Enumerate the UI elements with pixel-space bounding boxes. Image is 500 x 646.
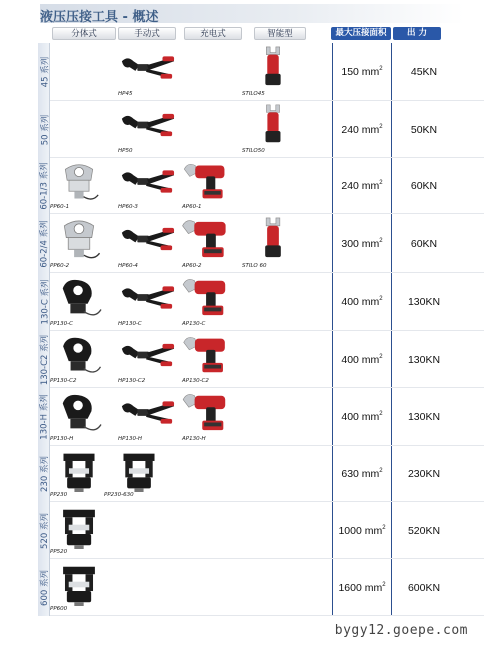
- tool-model-caption: HP60-3: [118, 204, 138, 210]
- series-row: [38, 331, 484, 388]
- max-area-value: 630 $mm^2$: [341, 468, 383, 480]
- tool-image-split: [52, 506, 106, 549]
- area-unit-exponent: 2: [382, 524, 386, 531]
- output-cell: [396, 214, 452, 273]
- tool-model-caption: HP45: [118, 91, 133, 97]
- tool-image-manual: [118, 392, 176, 436]
- series-label: [38, 158, 50, 214]
- tool-image-battery: [180, 390, 236, 434]
- column-header-split: 分体式: [52, 27, 116, 40]
- max-area-cell: [332, 43, 392, 101]
- max-area-value: 400 $mm^2$: [341, 296, 383, 308]
- max-area-value: 1000 $mm^2$: [338, 524, 386, 537]
- tool-model-caption: AP130-C2: [182, 378, 209, 384]
- max-area-value: 300 $mm^2$: [341, 237, 383, 250]
- tool-model-caption: HP60-4: [118, 263, 138, 269]
- output-cell: [396, 559, 452, 616]
- output-force-value: 60KN: [410, 180, 438, 192]
- tool-model-caption: PP130-H: [50, 436, 74, 442]
- series-name: 520 系列: [40, 512, 50, 549]
- output-force-value: 230KN: [407, 468, 441, 480]
- tool-image-split2: [112, 450, 166, 492]
- max-area-value: 1600 $mm^2$: [338, 581, 386, 594]
- tool-model-caption: PP230: [50, 492, 68, 498]
- watermark: bygy12.goepe.com: [334, 623, 468, 638]
- series-name: 50 系列: [40, 114, 50, 145]
- output-force-value: 130KN: [407, 296, 441, 308]
- output-cell: [396, 446, 452, 502]
- series-row: [38, 388, 484, 446]
- series-row: [38, 446, 484, 502]
- tool-model-caption: STILO 60: [242, 263, 267, 269]
- tool-model-caption: AP60-1: [182, 204, 202, 210]
- tool-image-split: [52, 162, 106, 204]
- series-name: 60-2/4 系列: [40, 219, 51, 268]
- series-row: [38, 559, 484, 616]
- output-force-value: 130KN: [407, 353, 441, 366]
- tool-model-caption: PP600: [50, 606, 68, 612]
- column-header-max-area: 最大压接面积: [331, 27, 391, 40]
- tool-model-caption: STILO50: [242, 148, 265, 154]
- series-name: 600 系列: [40, 569, 50, 606]
- output-force-value: 50KN: [410, 123, 438, 136]
- series-row: [38, 502, 484, 559]
- series-label: [38, 273, 50, 331]
- tool-model-caption: PP60-2: [50, 263, 70, 269]
- series-label: [38, 331, 50, 388]
- max-area-value: 400 $mm^2$: [341, 353, 383, 366]
- row-divider: [50, 615, 484, 616]
- tool-model-caption: PP230-630: [104, 492, 134, 498]
- series-label: [38, 502, 50, 559]
- series-name: 130-C2 系列: [40, 334, 50, 385]
- max-area-value: 240 $mm^2$: [341, 123, 383, 136]
- tool-image-manual: [118, 105, 176, 148]
- area-unit-exponent: 2: [379, 180, 383, 186]
- max-area-value: 240 $mm^2$: [341, 180, 383, 192]
- tool-image-split: [52, 563, 106, 606]
- tool-model-caption: AP130-C: [182, 321, 206, 327]
- output-cell: [396, 101, 452, 158]
- tool-image-manual: [118, 162, 176, 204]
- tool-image-split: [52, 450, 106, 492]
- tool-image-manual: [118, 218, 176, 263]
- tool-image-split: [52, 392, 106, 436]
- series-label: [38, 388, 50, 446]
- column-header-smart: 智能型: [254, 27, 306, 40]
- area-unit-exponent: 2: [379, 123, 383, 130]
- tool-image-manual: [118, 277, 176, 321]
- output-cell: [396, 158, 452, 214]
- max-area-cell: [332, 388, 392, 446]
- area-unit-exponent: 2: [382, 581, 386, 588]
- max-area-cell: [332, 158, 392, 214]
- tool-image-manual: [118, 47, 176, 91]
- max-area-cell: [332, 101, 392, 158]
- tool-model-caption: PP520: [50, 549, 68, 555]
- tool-image-battery: [180, 275, 236, 319]
- max-area-cell: [332, 559, 392, 616]
- series-label: [38, 214, 50, 273]
- output-force-value: 130KN: [407, 411, 441, 423]
- output-cell: [396, 331, 452, 388]
- series-name: 130-C 系列: [40, 279, 50, 325]
- max-area-cell: [332, 446, 392, 502]
- tool-model-caption: PP60-1: [50, 204, 70, 210]
- area-unit-exponent: 2: [379, 353, 383, 360]
- tool-image-split: [52, 218, 106, 263]
- series-row: [38, 158, 484, 214]
- column-header-manual: 手动式: [118, 27, 176, 40]
- series-row: [38, 43, 484, 101]
- series-label: [38, 101, 50, 158]
- series-row: [38, 214, 484, 273]
- max-area-value: 150 $mm^2$: [341, 66, 383, 78]
- area-unit-exponent: 2: [379, 66, 383, 72]
- max-area-cell: [332, 273, 392, 331]
- area-unit-exponent: 2: [379, 468, 383, 474]
- tool-image-split: [52, 335, 106, 378]
- tool-model-caption: AP60-2: [182, 263, 202, 269]
- area-unit-exponent: 2: [379, 411, 383, 417]
- max-area-cell: [332, 331, 392, 388]
- area-unit-exponent: 2: [379, 296, 383, 302]
- output-cell: [396, 388, 452, 446]
- max-area-value: 400 $mm^2$: [341, 411, 383, 423]
- output-cell: [396, 43, 452, 101]
- series-row: [38, 101, 484, 158]
- tool-model-caption: HP130-C: [118, 321, 142, 327]
- output-force-value: 60KN: [410, 237, 438, 250]
- max-area-cell: [332, 502, 392, 559]
- series-name: 60-1/3 系列: [40, 162, 51, 210]
- series-row: [38, 273, 484, 331]
- tool-image-split: [52, 277, 106, 321]
- output-cell: [396, 502, 452, 559]
- tool-image-smart: [258, 216, 288, 261]
- tool-model-caption: HP130-C2: [118, 378, 146, 384]
- output-force-value: 600KN: [407, 581, 441, 594]
- tool-image-smart: [258, 103, 288, 146]
- series-name: 130-H 系列: [40, 394, 51, 440]
- tool-model-caption: STILO45: [242, 91, 265, 97]
- tool-image-manual: [118, 335, 176, 378]
- tool-model-caption: HP50: [118, 148, 133, 154]
- tool-model-caption: PP130-C: [50, 321, 73, 327]
- series-label: [38, 43, 50, 101]
- output-force-value: 45KN: [410, 66, 438, 78]
- tool-image-smart: [258, 45, 288, 89]
- page-title: 液压压接工具 - 概述: [40, 10, 159, 25]
- column-header-output: 出 力: [393, 27, 441, 40]
- tool-model-caption: HP130-H: [118, 436, 143, 442]
- tool-model-caption: PP130-C2: [50, 378, 77, 384]
- series-label: [38, 446, 50, 502]
- output-force-value: 520KN: [407, 524, 441, 537]
- tool-image-battery: [180, 160, 236, 202]
- tool-image-battery: [180, 216, 236, 261]
- area-unit-exponent: 2: [379, 237, 383, 244]
- series-label: [38, 559, 50, 616]
- series-name: 45 系列: [40, 56, 50, 88]
- output-cell: [396, 273, 452, 331]
- series-name: 230 系列: [40, 456, 50, 492]
- tool-image-battery: [180, 333, 236, 376]
- column-header-battery: 充电式: [184, 27, 242, 40]
- tool-model-caption: AP130-H: [182, 436, 206, 442]
- max-area-cell: [332, 214, 392, 273]
